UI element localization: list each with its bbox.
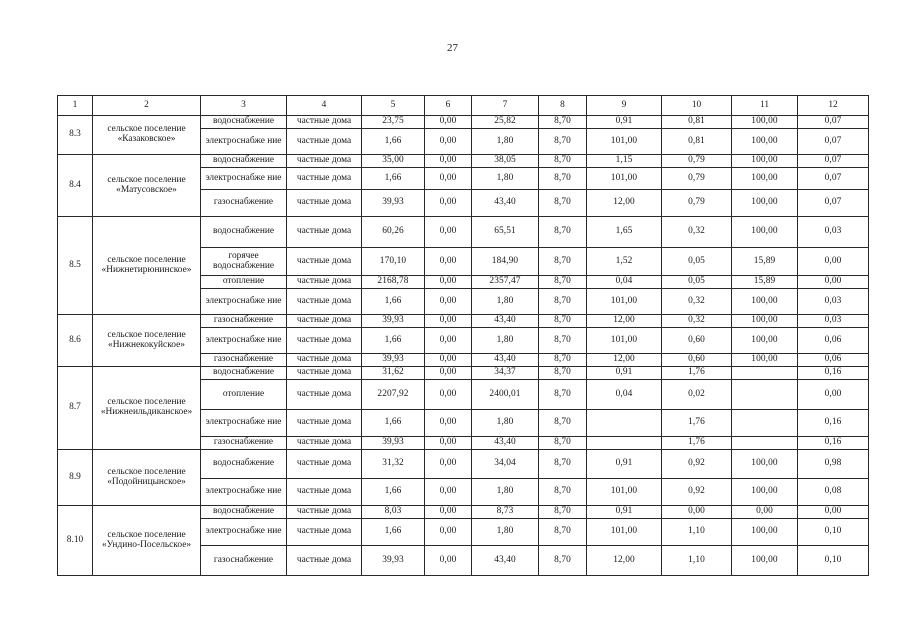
value-cell: 34,04 [472,450,539,479]
settlement-cell: сельское поселение «Нижнекокуйское» [93,315,201,367]
row-number-cell: 8.7 [58,367,93,450]
building-type-cell: частные дома [287,437,362,450]
value-cell: 1,66 [362,289,425,315]
value-cell: 8,70 [539,410,587,437]
service-cell: электроснабже ние [201,328,287,354]
value-cell: 0,00 [798,380,869,410]
service-cell: водоснабжение [201,367,287,380]
service-cell: горячее водоснабжение [201,248,287,276]
settlement-cell: сельское поселение «Ундино-Посельское» [93,506,201,576]
value-cell: 1,66 [362,519,425,546]
value-cell: 0,03 [798,289,869,315]
value-cell: 2168,78 [362,276,425,289]
table-row [58,367,869,380]
service-cell: газоснабжение [201,546,287,576]
value-cell: 0,05 [662,248,732,276]
value-cell: 0,00 [425,289,472,315]
value-cell: 100,00 [732,116,798,129]
value-cell: 8,70 [539,276,587,289]
building-type-cell: частные дома [287,315,362,328]
value-cell: 101,00 [587,289,662,315]
value-cell: 60,26 [362,217,425,248]
value-cell: 43,40 [472,437,539,450]
value-cell: 25,82 [472,116,539,129]
value-cell: 1,80 [472,410,539,437]
value-cell: 0,10 [798,519,869,546]
value-cell: 0,32 [662,289,732,315]
value-cell: 8,70 [539,116,587,129]
value-cell: 8,70 [539,190,587,217]
value-cell: 39,93 [362,354,425,367]
table-row [58,315,869,328]
value-cell: 0,79 [662,155,732,168]
value-cell: 0,00 [425,116,472,129]
value-cell: 1,66 [362,129,425,155]
value-cell: 0,00 [425,276,472,289]
value-cell: 100,00 [732,129,798,155]
value-cell: 38,05 [472,155,539,168]
value-cell: 0,98 [798,450,869,479]
value-cell: 0,04 [587,276,662,289]
value-cell: 100,00 [732,190,798,217]
value-cell: 0,92 [662,450,732,479]
value-cell: 8,70 [539,479,587,506]
value-cell: 0,00 [425,380,472,410]
building-type-cell: частные дома [287,217,362,248]
value-cell: 12,00 [587,190,662,217]
value-cell: 100,00 [732,155,798,168]
value-cell: 39,93 [362,315,425,328]
settlement-cell: сельское поселение «Матусовское» [93,155,201,217]
building-type-cell: частные дома [287,168,362,190]
value-cell: 0,00 [425,506,472,519]
value-cell: 1,80 [472,168,539,190]
value-cell: 0,32 [662,315,732,328]
value-cell: 0,07 [798,116,869,129]
column-header: 10 [662,96,732,116]
value-cell: 15,89 [732,276,798,289]
value-cell: 0,00 [425,168,472,190]
value-cell: 0,05 [662,276,732,289]
value-cell [732,380,798,410]
building-type-cell: частные дома [287,276,362,289]
value-cell: 100,00 [732,328,798,354]
value-cell: 1,15 [587,155,662,168]
value-cell: 8,70 [539,546,587,576]
row-number-cell: 8.9 [58,450,93,506]
page-number: 27 [447,42,458,54]
value-cell: 0,91 [587,367,662,380]
value-cell: 0,32 [662,217,732,248]
value-cell: 100,00 [732,315,798,328]
data-table [57,95,869,576]
table-row [58,506,869,519]
value-cell: 1,66 [362,479,425,506]
value-cell: 0,00 [425,354,472,367]
table-row [58,116,869,129]
value-cell: 100,00 [732,450,798,479]
value-cell: 170,10 [362,248,425,276]
value-cell: 8,70 [539,328,587,354]
service-cell: газоснабжение [201,437,287,450]
settlement-cell: сельское поселение «Нижнеильдиканское» [93,367,201,450]
value-cell: 0,00 [662,506,732,519]
service-cell: водоснабжение [201,217,287,248]
value-cell: 0,03 [798,217,869,248]
value-cell: 0,07 [798,168,869,190]
service-cell: электроснабже ние [201,519,287,546]
value-cell: 100,00 [732,546,798,576]
value-cell: 100,00 [732,519,798,546]
building-type-cell: частные дома [287,450,362,479]
value-cell: 8,70 [539,519,587,546]
building-type-cell: частные дома [287,519,362,546]
header-row [58,96,869,116]
value-cell: 0,07 [798,129,869,155]
column-header: 8 [539,96,587,116]
value-cell: 1,66 [362,328,425,354]
value-cell: 8,70 [539,506,587,519]
value-cell: 8,70 [539,289,587,315]
value-cell: 0,10 [798,546,869,576]
building-type-cell: частные дома [287,129,362,155]
row-number-cell: 8.10 [58,506,93,576]
value-cell: 0,00 [798,506,869,519]
value-cell: 31,32 [362,450,425,479]
service-cell: отопление [201,276,287,289]
value-cell: 2400,01 [472,380,539,410]
value-cell: 0,91 [587,450,662,479]
value-cell: 1,52 [587,248,662,276]
value-cell: 1,76 [662,437,732,450]
value-cell: 0,07 [798,190,869,217]
value-cell: 1,10 [662,546,732,576]
column-header: 4 [287,96,362,116]
value-cell: 0,06 [798,354,869,367]
value-cell: 43,40 [472,190,539,217]
value-cell: 31,62 [362,367,425,380]
value-cell: 0,91 [587,506,662,519]
service-cell: электроснабже ние [201,479,287,506]
row-number-cell: 8.6 [58,315,93,367]
value-cell: 8,70 [539,437,587,450]
value-cell: 0,00 [425,410,472,437]
value-cell: 0,00 [732,506,798,519]
building-type-cell: частные дома [287,155,362,168]
settlement-cell: сельское поселение «Казаковское» [93,116,201,155]
value-cell: 1,80 [472,328,539,354]
column-header: 1 [58,96,93,116]
value-cell: 8,70 [539,155,587,168]
value-cell: 1,66 [362,168,425,190]
value-cell: 0,00 [425,519,472,546]
value-cell: 0,00 [425,190,472,217]
value-cell: 39,93 [362,190,425,217]
value-cell [732,367,798,380]
service-cell: электроснабже ние [201,129,287,155]
building-type-cell: частные дома [287,190,362,217]
value-cell: 0,00 [425,479,472,506]
value-cell: 101,00 [587,328,662,354]
value-cell: 23,75 [362,116,425,129]
value-cell: 8,70 [539,168,587,190]
value-cell: 8,70 [539,450,587,479]
column-header: 9 [587,96,662,116]
value-cell: 12,00 [587,315,662,328]
value-cell: 39,93 [362,437,425,450]
building-type-cell: частные дома [287,479,362,506]
value-cell: 100,00 [732,217,798,248]
value-cell: 0,03 [798,315,869,328]
value-cell: 1,10 [662,519,732,546]
service-cell: водоснабжение [201,506,287,519]
value-cell: 1,80 [472,129,539,155]
table-row [58,155,869,168]
value-cell: 0,00 [798,248,869,276]
value-cell: 65,51 [472,217,539,248]
value-cell: 0,16 [798,437,869,450]
value-cell: 2357,47 [472,276,539,289]
value-cell: 0,00 [425,450,472,479]
value-cell: 43,40 [472,546,539,576]
value-cell: 0,81 [662,116,732,129]
value-cell [587,410,662,437]
value-cell: 0,16 [798,410,869,437]
value-cell: 101,00 [587,479,662,506]
value-cell: 100,00 [732,289,798,315]
building-type-cell: частные дома [287,546,362,576]
value-cell: 0,00 [425,315,472,328]
value-cell: 1,76 [662,410,732,437]
value-cell: 0,00 [425,437,472,450]
value-cell: 8,70 [539,354,587,367]
value-cell: 1,65 [587,217,662,248]
column-header: 5 [362,96,425,116]
value-cell: 100,00 [732,479,798,506]
service-cell: водоснабжение [201,116,287,129]
service-cell: газоснабжение [201,315,287,328]
value-cell: 0,81 [662,129,732,155]
value-cell: 0,00 [425,546,472,576]
value-cell: 0,60 [662,354,732,367]
value-cell: 1,80 [472,479,539,506]
value-cell: 0,60 [662,328,732,354]
row-number-cell: 8.5 [58,217,93,315]
building-type-cell: частные дома [287,248,362,276]
building-type-cell: частные дома [287,328,362,354]
service-cell: водоснабжение [201,155,287,168]
building-type-cell: частные дома [287,354,362,367]
service-cell: водоснабжение [201,450,287,479]
value-cell: 101,00 [587,519,662,546]
value-cell: 0,79 [662,190,732,217]
table-row [58,217,869,248]
building-type-cell: частные дома [287,116,362,129]
value-cell: 0,92 [662,479,732,506]
value-cell: 0,02 [662,380,732,410]
value-cell: 8,70 [539,129,587,155]
value-cell: 35,00 [362,155,425,168]
value-cell: 8,70 [539,217,587,248]
value-cell: 0,06 [798,328,869,354]
column-header: 6 [425,96,472,116]
value-cell: 39,93 [362,546,425,576]
value-cell: 100,00 [732,354,798,367]
value-cell: 0,00 [425,328,472,354]
column-header: 7 [472,96,539,116]
building-type-cell: частные дома [287,367,362,380]
value-cell: 34,37 [472,367,539,380]
value-cell [732,437,798,450]
value-cell: 0,00 [425,248,472,276]
value-cell: 0,00 [425,217,472,248]
service-cell: электроснабже ние [201,168,287,190]
value-cell: 0,91 [587,116,662,129]
value-cell: 1,76 [662,367,732,380]
building-type-cell: частные дома [287,380,362,410]
value-cell: 43,40 [472,315,539,328]
value-cell: 1,66 [362,410,425,437]
value-cell: 0,16 [798,367,869,380]
settlement-cell: сельское поселение «Подойницынское» [93,450,201,506]
value-cell: 8,03 [362,506,425,519]
value-cell: 12,00 [587,354,662,367]
column-header: 11 [732,96,798,116]
value-cell: 8,70 [539,315,587,328]
value-cell: 0,79 [662,168,732,190]
value-cell: 100,00 [732,168,798,190]
value-cell: 43,40 [472,354,539,367]
table-body [58,96,869,576]
service-cell: отопление [201,380,287,410]
settlement-cell: сельское поселение «Нижнетирюнинское» [93,217,201,315]
value-cell: 1,80 [472,519,539,546]
value-cell: 0,04 [587,380,662,410]
row-number-cell: 8.3 [58,116,93,155]
value-cell: 0,07 [798,155,869,168]
value-cell: 15,89 [732,248,798,276]
value-cell: 8,70 [539,248,587,276]
service-cell: электроснабже ние [201,410,287,437]
table-row [58,450,869,479]
value-cell [732,410,798,437]
value-cell: 0,08 [798,479,869,506]
service-cell: электроснабже ние [201,289,287,315]
column-header: 12 [798,96,869,116]
building-type-cell: частные дома [287,289,362,315]
building-type-cell: частные дома [287,410,362,437]
service-cell: газоснабжение [201,190,287,217]
value-cell [587,437,662,450]
value-cell: 184,90 [472,248,539,276]
value-cell: 8,70 [539,380,587,410]
value-cell: 2207,92 [362,380,425,410]
value-cell: 1,80 [472,289,539,315]
service-cell: газоснабжение [201,354,287,367]
column-header: 3 [201,96,287,116]
value-cell: 0,00 [798,276,869,289]
column-header: 2 [93,96,201,116]
row-number-cell: 8.4 [58,155,93,217]
value-cell: 0,00 [425,367,472,380]
value-cell: 8,70 [539,367,587,380]
value-cell: 0,00 [425,155,472,168]
value-cell: 101,00 [587,129,662,155]
value-cell: 0,00 [425,129,472,155]
value-cell: 12,00 [587,546,662,576]
building-type-cell: частные дома [287,506,362,519]
value-cell: 8,73 [472,506,539,519]
value-cell: 101,00 [587,168,662,190]
